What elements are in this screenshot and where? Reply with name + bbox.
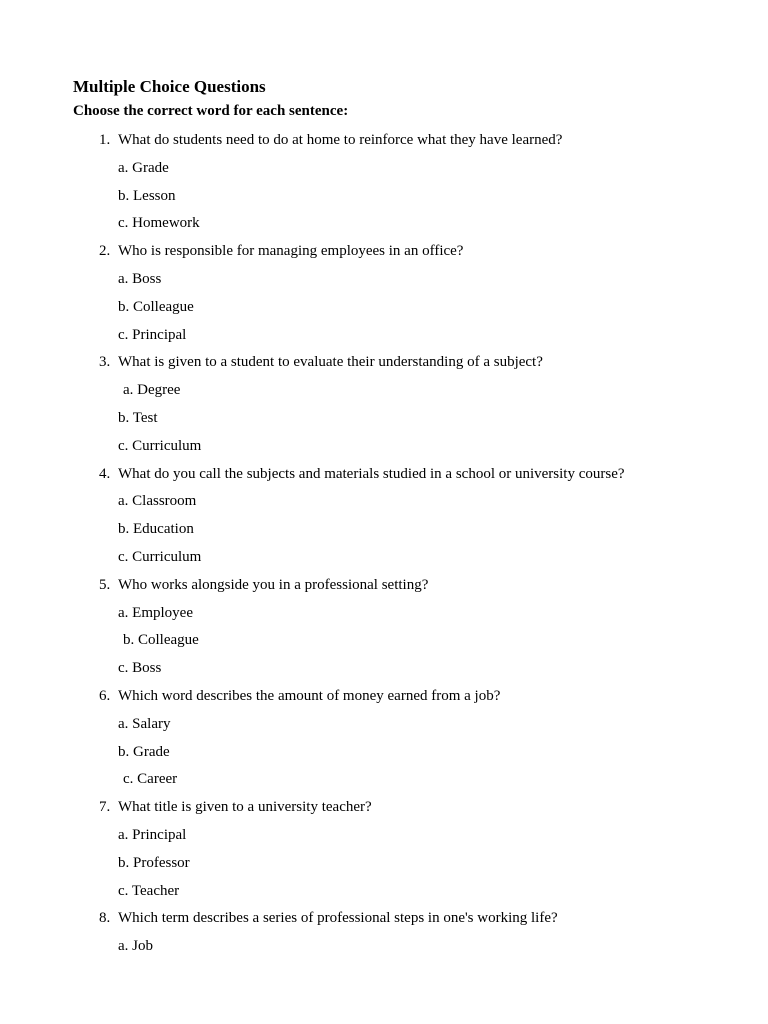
option-item [0, 603, 768, 631]
option-item [0, 380, 768, 408]
option-label: b. Test [118, 409, 158, 426]
option-item [0, 213, 768, 241]
option-item [0, 714, 768, 742]
question-number: 5. [99, 576, 111, 593]
question-line [0, 352, 768, 380]
option-label: b. Colleague [123, 632, 199, 649]
option-label: c. Homework [118, 215, 200, 232]
option-list [0, 380, 768, 463]
question-text: Which word describes the amount of money earned from a job? [118, 687, 501, 704]
question-text: Who is responsible for managing employees in an office? [118, 243, 464, 260]
option-label: c. Curriculum [118, 437, 202, 454]
option-list [0, 936, 768, 964]
option-list [0, 491, 768, 574]
option-item [0, 408, 768, 436]
option-label: b. Grade [118, 743, 170, 760]
question-text: What do you call the subjects and materials studied in a school or university course? [118, 465, 625, 482]
option-list [0, 269, 768, 352]
option-item [0, 630, 768, 658]
question-line [0, 575, 768, 603]
option-item [0, 853, 768, 881]
option-item [0, 186, 768, 214]
question-2 [0, 241, 768, 352]
option-label: a. Grade [118, 159, 169, 176]
option-item [0, 769, 768, 797]
question-number: 6. [99, 687, 111, 704]
option-item [0, 297, 768, 325]
option-list [0, 714, 768, 797]
option-label: c. Principal [118, 326, 187, 343]
option-label: c. Curriculum [118, 548, 202, 565]
question-5 [0, 575, 768, 686]
question-number: 3. [99, 354, 111, 371]
option-item [0, 269, 768, 297]
option-list [0, 158, 768, 241]
option-item [0, 742, 768, 770]
question-number: 1. [99, 132, 111, 148]
option-label: b. Professor [118, 854, 190, 871]
question-line [0, 908, 768, 936]
question-text: What is given to a student to evaluate their understanding of a subject? [118, 354, 543, 371]
question-3 [0, 352, 768, 463]
option-label: a. Classroom [118, 493, 197, 510]
question-text: What do students need to do at home to reinforce what they have learned? [118, 132, 563, 148]
question-text: Who works alongside you in a professional setting? [118, 576, 429, 593]
question-line [0, 130, 768, 158]
option-item [0, 881, 768, 909]
option-label: a. Degree [123, 382, 181, 399]
option-item [0, 519, 768, 547]
option-item [0, 325, 768, 353]
question-number: 8. [99, 910, 111, 927]
question-8 [0, 908, 768, 964]
question-7 [0, 797, 768, 908]
question-line [0, 464, 768, 492]
question-text: What title is given to a university teacher? [118, 799, 372, 816]
option-item [0, 491, 768, 519]
question-6 [0, 686, 768, 797]
page-title: Multiple Choice Questions [73, 77, 266, 96]
option-label: a. Boss [118, 270, 162, 287]
option-label: a. Job [118, 938, 153, 955]
option-item [0, 547, 768, 575]
option-label: a. Salary [118, 715, 171, 732]
question-text: Which term describes a series of professional steps in one's working life? [118, 910, 558, 927]
option-list [0, 825, 768, 908]
option-item [0, 825, 768, 853]
question-number: 7. [99, 799, 111, 816]
option-item [0, 658, 768, 686]
option-label: b. Colleague [118, 298, 194, 315]
option-list [0, 603, 768, 686]
question-number: 4. [99, 465, 111, 482]
question-line [0, 686, 768, 714]
option-item [0, 158, 768, 186]
option-label: b. Lesson [118, 187, 176, 204]
question-line [0, 797, 768, 825]
option-item [0, 936, 768, 964]
instructions: Choose the correct word for each sentence: [73, 103, 349, 119]
question-4 [0, 464, 768, 575]
option-label: c. Boss [118, 660, 162, 677]
question-number: 2. [99, 243, 111, 260]
option-label: c. Career [123, 771, 178, 788]
option-label: a. Principal [118, 826, 187, 843]
option-item [0, 436, 768, 464]
question-list [0, 130, 768, 964]
option-label: b. Education [118, 521, 194, 538]
option-label: c. Teacher [118, 882, 180, 899]
option-label: a. Employee [118, 604, 193, 621]
question-line [0, 241, 768, 269]
question-1 [0, 130, 768, 241]
